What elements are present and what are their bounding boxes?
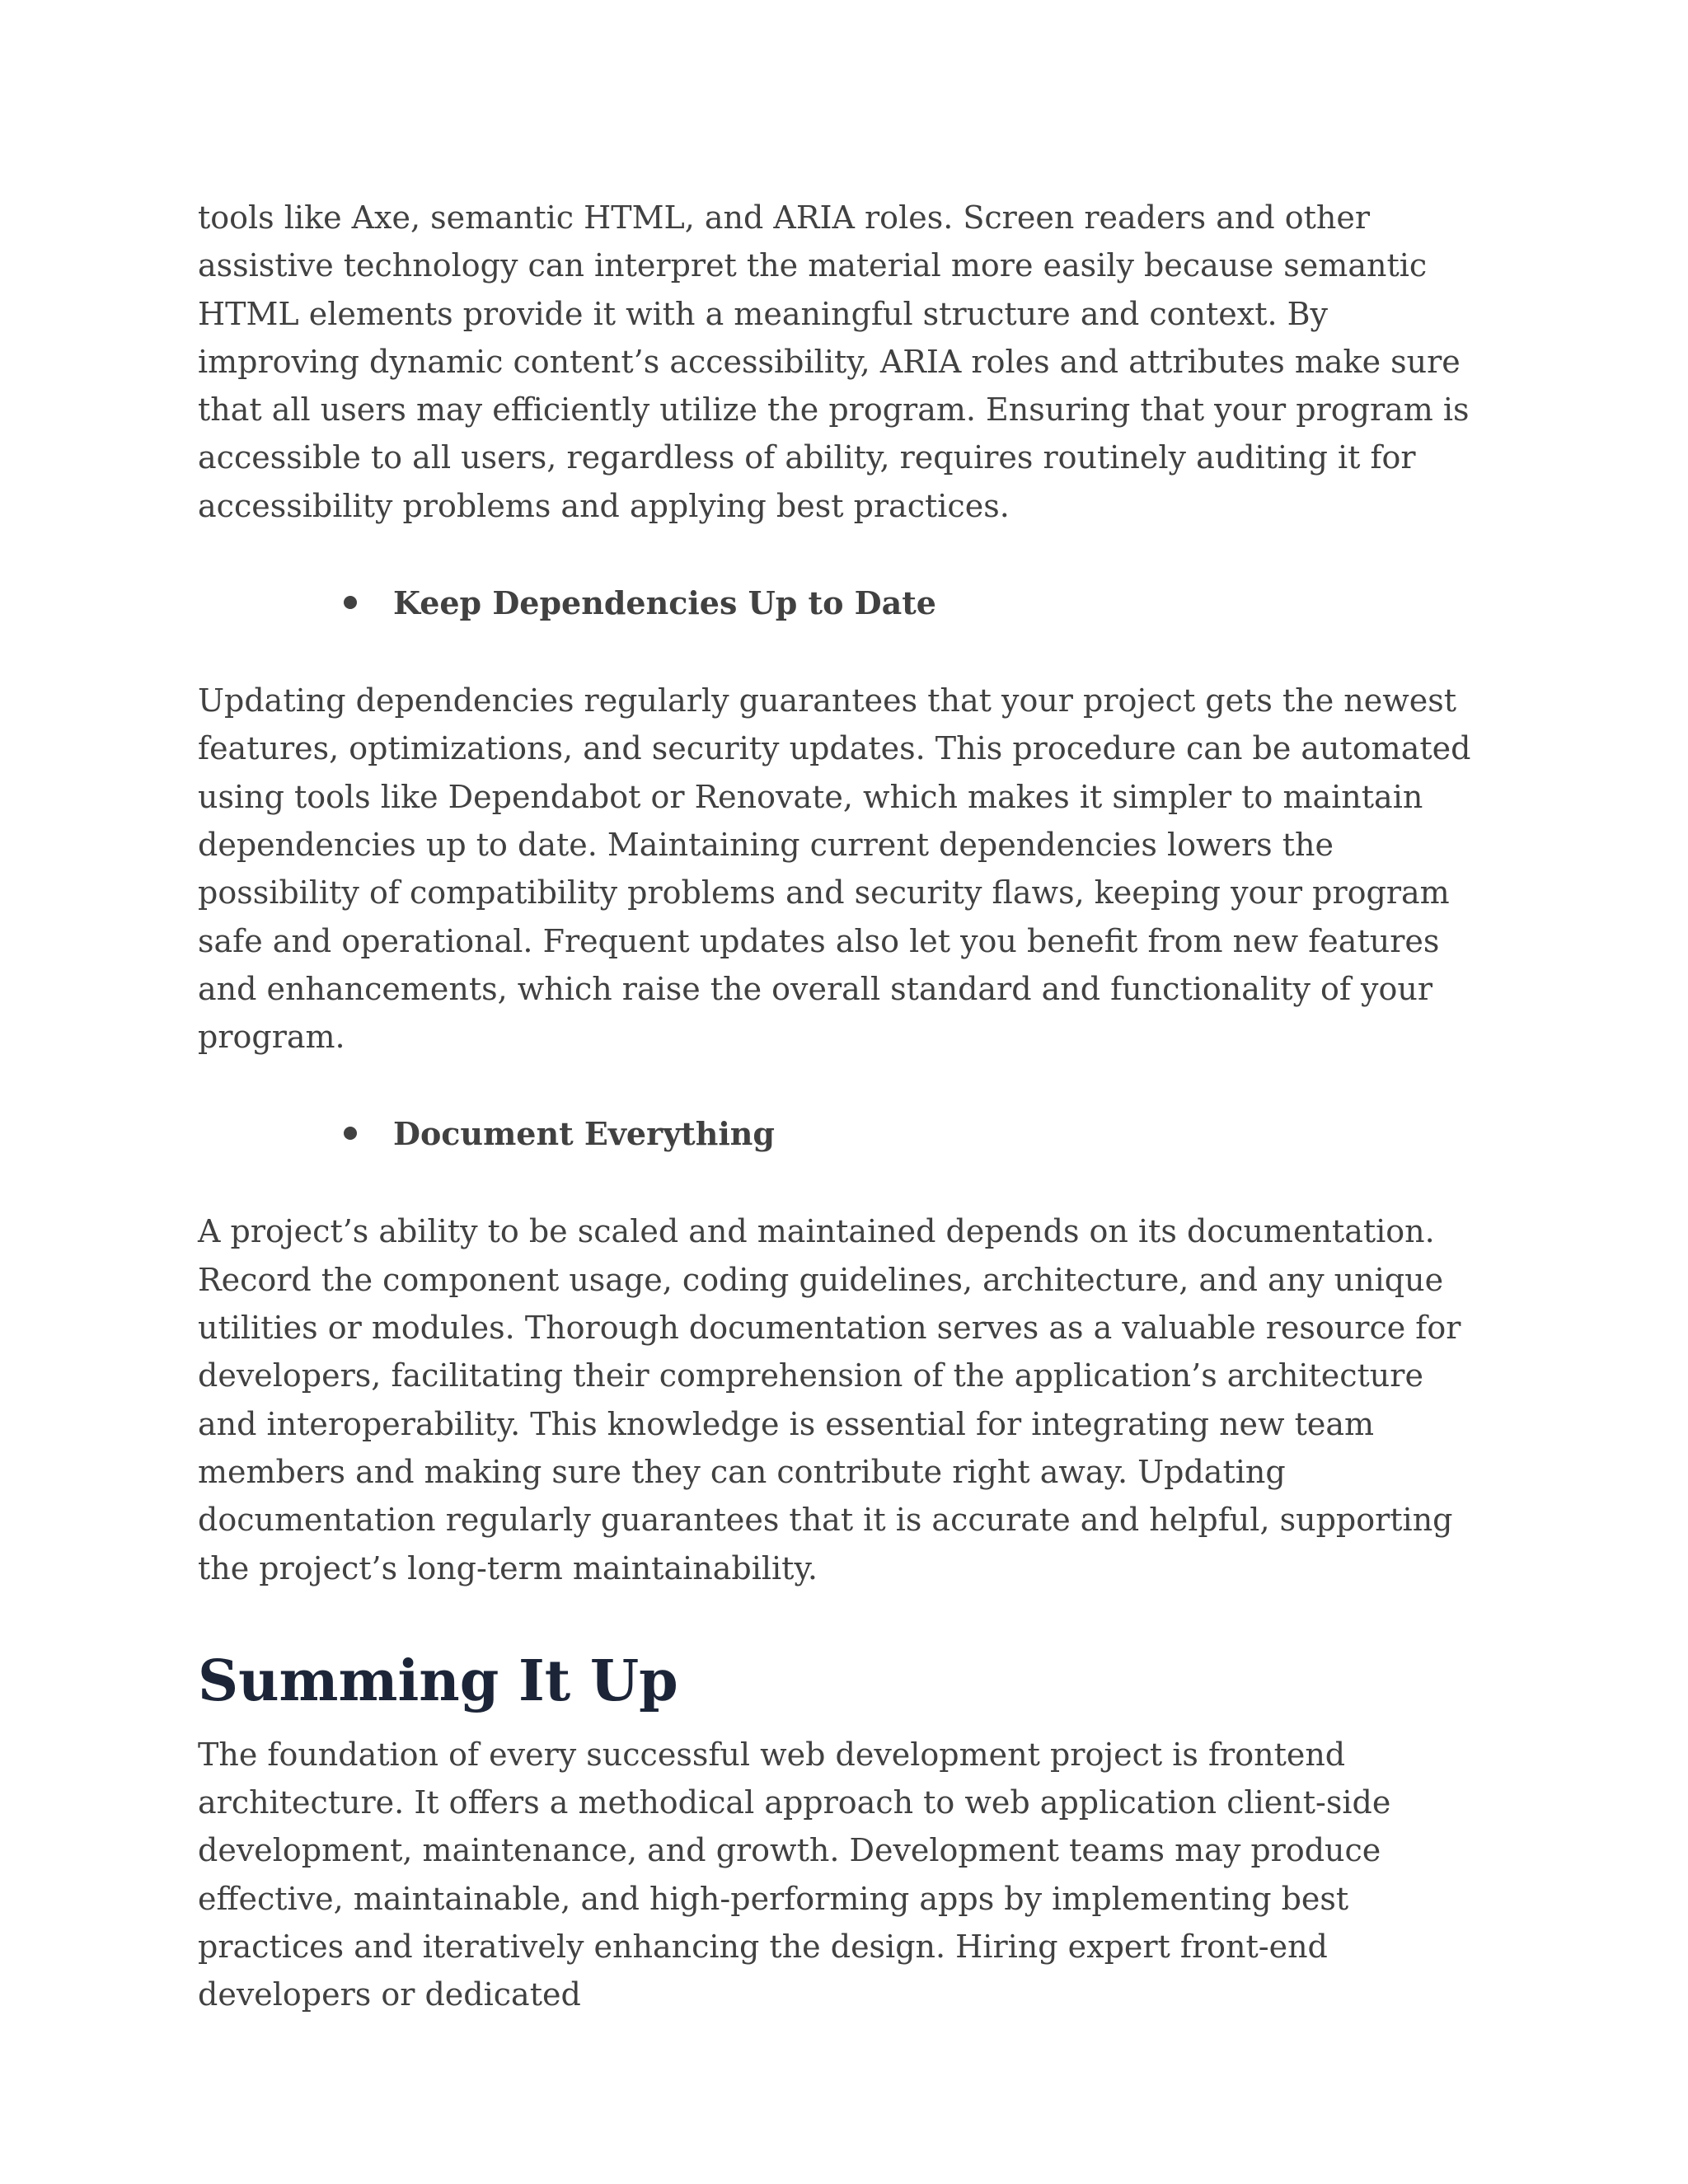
paragraph-summary: The foundation of every successful web development project is frontend architecture. It offers a methodical approach to web application client-side development, maintenance, and growth. Development teams may produce effective, maintainable, and high-performing apps by implementing best practices and iteratively enhancing the design. Hiring expert front-end developers or dedicated <box>198 1736 1391 2013</box>
paragraph-accessibility: tools like Axe, semantic HTML, and ARIA roles. Screen readers and other assistive technology can interpret the material more easily because semantic HTML elements provide it with a meaningful structure and context. By improving dynamic content’s accessibility, ARIA roles and attributes make sure that all users may efficiently utilize the program. Ensuring that your program is accessible to all users, regardless of ability, requires routinely auditing it for accessibility problems and applying best practices. <box>198 199 1470 524</box>
bullet-dot-icon <box>344 1127 357 1140</box>
bullet-keep-dependencies-label: Keep Dependencies Up to Date <box>393 584 936 622</box>
paragraph-documentation: A project’s ability to be scaled and maintained depends on its documentation. Record the component usage, coding guidelines, architecture, and any unique utilities or modules. Thorough documentation serves as a valuable resource for developers, facilitating their comprehension of the application’s architecture and interoperability. This knowledge is essential for integrating new team members and making sure they can contribute right away. Updating documentation regularly guarantees that it is accurate and helpful, supporting the project’s long-term maintainability. <box>198 1213 1461 1586</box>
bullet-keep-dependencies <box>198 579 1484 627</box>
bullet-document-everything-label: Document Everything <box>393 1115 775 1153</box>
bullet-dot-icon <box>344 596 357 609</box>
section-heading-summing-it-up: Summing It Up <box>198 1647 678 1714</box>
paragraph-dependencies: Updating dependencies regularly guarantees that your project gets the newest features, optimizations, and security updates. This procedure can be automated using tools like Dependabot or Renovate, which makes it simpler to maintain dependencies up to date. Maintaining current dependencies lowers the possibility of compatibility problems and security flaws, keeping your program safe and operational. Frequent updates also let you benefit from new features and enhancements, which raise the overall standard and functionality of your program. <box>198 682 1471 1056</box>
document-body <box>198 194 1484 2019</box>
bullet-document-everything <box>198 1110 1484 1158</box>
